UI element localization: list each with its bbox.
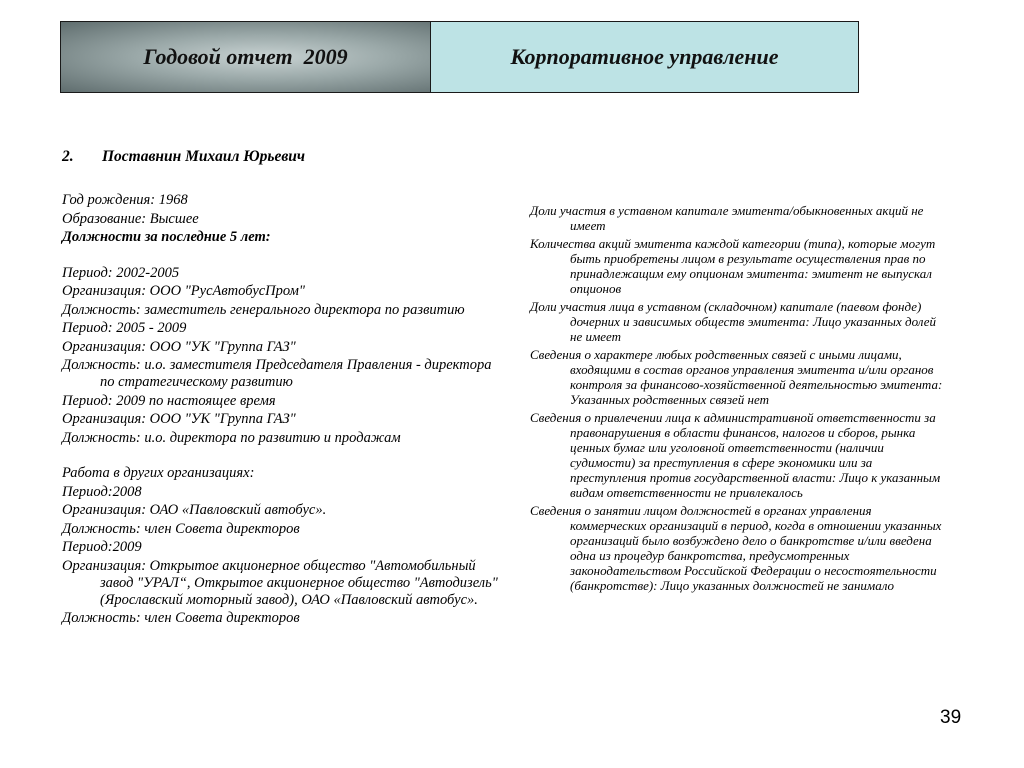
spacer	[62, 248, 502, 265]
other-work-organization: Организация: Открытое акционерное общество "Автомобильный завод "УРАЛ“, Открытое акционерное общество "Автодизель" (Ярославский моторный завод), ОАО «Павловский автобус».	[62, 557, 498, 608]
other-work-position: Должность: член Совета директоров	[62, 520, 300, 537]
position-organization: Организация: ООО "УК "Группа ГАЗ"	[62, 338, 296, 355]
birth-year: Год рождения: 1968	[62, 192, 188, 208]
other-work-period: Период:2008	[62, 483, 142, 500]
header-right-panel	[431, 21, 859, 93]
education: Образование: Высшее	[62, 210, 199, 227]
other-work-position: Должность: член Совета директоров	[62, 610, 300, 626]
position-title: Должность: и.о. директора по развитию и продажам	[62, 429, 401, 446]
position-title: Должность: заместитель генерального директора по развитию	[62, 301, 465, 318]
position-organization: Организация: ООО "УК "Группа ГАЗ"	[62, 411, 296, 427]
disclosure-item: Сведения о привлечении лица к административной ответственности за правонарушения в области финансов, налогов и сборов, рынка ценных бумаг или уголовной ответственности (наличии судимости) за преступления в сфере экономики или за преступления против государственной власти: Лицо к указанным видам ответственности не привлекалось	[530, 410, 941, 500]
positions-heading: Должности за последние 5 лет:	[62, 229, 271, 245]
disclosure-item: Сведения о занятии лицом должностей в органах управления коммерческих организаций в период, когда в отношении указанных организаций было возбуждено дело о банкротстве и/или введена одна из процедур банкротства, предусмотренных законодательством Российской Федерации о несостоятельности (банкротстве): Лицо указанных должностей не занимало	[530, 503, 942, 593]
person-name: Поставнин Михаил Юрьевич	[102, 148, 306, 165]
header-left-panel	[60, 21, 431, 93]
disclosure-item: Сведения о характере любых родственных связей с иными лицами, входящими в состав органов управления эмитента и/или органов контроля за финансово-хозяйственной деятельностью эмитента: Указанных родственных связей нет	[530, 347, 943, 407]
position-period: Период: 2005 - 2009	[62, 320, 187, 336]
disclosure-column	[530, 203, 950, 596]
person-number: 2.	[62, 148, 74, 165]
section-title: Корпоративное управление	[510, 44, 779, 69]
disclosure-item: Доли участия лица в уставном (складочном) капитале (паевом фонде) дочерних и зависимых обществ эмитента: Лицо указанных долей не имеет	[530, 299, 937, 344]
other-work-organization: Организация: ОАО «Павловский автобус».	[62, 502, 327, 518]
disclosure-item: Доли участия в уставном капитале эмитента/обыкновенных акций не имеет	[530, 203, 924, 233]
position-period: Период: 2009 по настоящее время	[62, 392, 276, 409]
other-work-period: Период:2009	[62, 539, 142, 555]
person-heading	[62, 148, 305, 166]
page-number: 39	[940, 707, 962, 728]
spacer	[62, 448, 502, 465]
biography-column	[62, 192, 502, 629]
other-work-heading: Работа в других организациях:	[62, 465, 255, 481]
position-title: Должность: и.о. заместителя Председателя Правления - директора по стратегическому развитию	[62, 357, 492, 390]
disclosure-item: Количества акций эмитента каждой категории (типа), которые могут быть приобретены лицом в результате осуществления прав по принадлежащим ему опционам эмитента: эмитент не выпускал опционов	[530, 236, 936, 296]
position-organization: Организация: ООО "РусАвтобусПром"	[62, 283, 305, 299]
report-title: Годовой отчет 2009	[143, 44, 348, 69]
position-period: Период: 2002-2005	[62, 264, 180, 281]
